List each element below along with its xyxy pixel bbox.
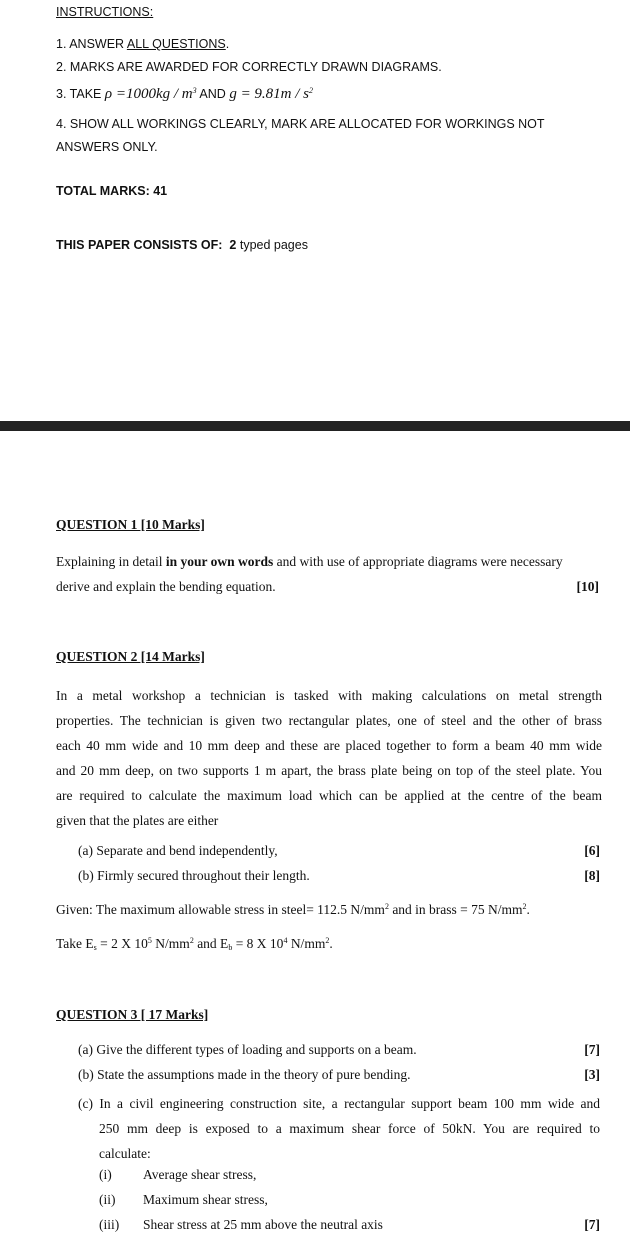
question-2-part-b-mark: [8] [584,868,600,883]
instruction-item-1-emphasis: ALL QUESTIONS [126,37,226,51]
page-separator [0,421,630,431]
question-2-part-a-mark: [6] [584,843,600,858]
density-formula: $\rho =1000kg / m^3$ [104,86,197,102]
question-1-line-1: Explaining in detail in your own words and with use of appropriate diagrams were necessary [56,554,563,569]
question-1-emphasis: in your own words [165,554,274,569]
question-3-part-b: (b) State the assumptions made in the theory of pure bending. [3] [78,1067,600,1082]
question-2-line: each 40 mm wide and 10 mm deep and these are placed together to form a beam 40 mm wide [56,738,602,753]
question-2-moduli: Take $E_s = 2$ X $10^5$ $N/mm^2$ and $E_b = 8$ X $10^4$ $N/mm^2$. [56,936,333,952]
question-2-given: Given: The maximum allowable stress in steel= 112.5 $N/mm^2$ and in brass = 75 $N/mm^2$. [56,902,530,917]
question-2-heading: QUESTION 2 [14 Marks] [56,649,205,664]
question-1-mark: [10] [576,579,599,594]
question-2-line: In a metal workshop a technician is tasked with making calculations on metal strength [56,688,602,703]
instructions-heading: INSTRUCTIONS: [56,5,154,19]
question-2-part-a: (a) Separate and bend independently, [6] [78,843,600,858]
total-marks: TOTAL MARKS: 41 [56,184,168,198]
question-3-sub-i [78,1167,600,1183]
question-3-part-a-mark: [7] [584,1042,600,1057]
page-count-suffix: typed pages [239,238,308,252]
question-3-part-c-line-3: calculate: [99,1146,151,1161]
sub-iii-text: Shear stress at 25 mm above the neutral axis [143,1217,383,1232]
sub-i-text: Average shear stress, [143,1167,257,1182]
question-3-part-c-line-2: 250 mm deep is exposed to a maximum shear force of 50kN. You are required to [99,1121,600,1136]
question-3-part-b-mark: [3] [584,1067,600,1082]
question-3-part-c-line-1: (c) In a civil engineering construction site, a rectangular support beam 100 mm wide and [78,1096,600,1111]
page-count [56,238,308,252]
question-3-heading: QUESTION 3 [ 17 Marks] [56,1007,209,1022]
question-2-line: and 20 mm deep, on two supports 1 m apart, the brass plate being on top of the steel plate. You [56,763,602,778]
instruction-item-3-prefix: 3. TAKE [56,87,102,101]
sub-ii-number: (ii) [99,1192,116,1207]
sub-iii-number: (iii) [99,1217,120,1232]
instruction-item-1-suffix: . [225,37,230,51]
question-2-line: are required to calculate the maximum load which can be applied at the centre of the beam [56,788,602,803]
question-1-line-2: derive and explain the bending equation. [10] [56,579,599,594]
gravity-formula: $g = 9.81m / s^2$ [229,86,314,102]
instruction-item-4-line-1: 4. SHOW ALL WORKINGS CLEARLY, MARK ARE ALLOCATED FOR WORKINGS NOT [56,117,545,131]
page-count-number: 2 [229,238,237,252]
instruction-item-2: 2. MARKS ARE AWARDED FOR CORRECTLY DRAWN DIAGRAMS. [56,60,442,74]
instruction-item-3 [56,86,313,103]
question-3-sub-ii [78,1192,600,1208]
question-3-sub-iii-mark: [7] [584,1217,600,1232]
question-2-line: properties. The technician is given two rectangular plates, one of steel and the other of brass [56,713,602,728]
question-1-heading: QUESTION 1 [10 Marks] [56,517,205,532]
question-2-part-b: (b) Firmly secured throughout their length. [8] [78,868,600,883]
question-2-paragraph [56,683,602,833]
instruction-item-3-and: AND [199,87,226,101]
question-3-part-a: (a) Give the different types of loading and supports on a beam. [7] [78,1042,600,1057]
instruction-item-1 [56,37,229,51]
instruction-item-4-line-2: ANSWERS ONLY. [56,140,158,154]
question-2-line: given that the plates are either [56,813,219,828]
question-3-sub-iii [78,1217,600,1233]
page-count-label: THIS PAPER CONSISTS OF: [56,238,223,252]
instruction-item-1-prefix: 1. ANSWER [56,37,127,51]
sub-ii-text: Maximum shear stress, [143,1192,268,1207]
sub-i-number: (i) [99,1167,112,1182]
question-3-part-c [78,1091,600,1166]
